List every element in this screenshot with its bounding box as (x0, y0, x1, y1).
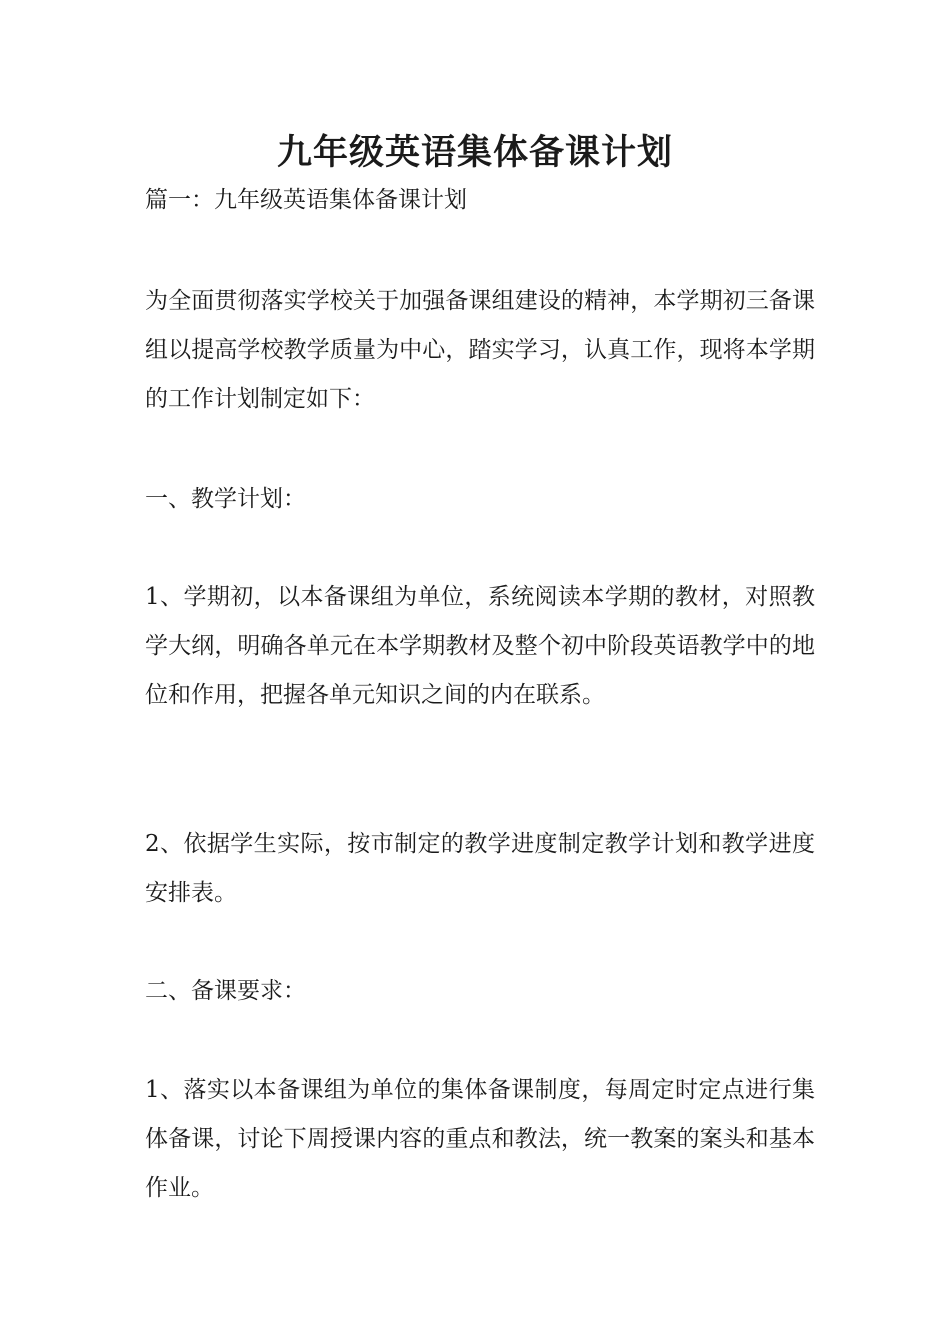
teaching-plan-item-1: 1、学期初，以本备课组为单位，系统阅读本学期的教材，对照教学大纲，明确各单元在本学期教材及整个初中阶段英语教学中的地位和作用，把握各单元知识之间的内在联系。 (145, 584, 815, 708)
document-subtitle: 篇一：九年级英语集体备课计划 (145, 187, 467, 213)
teaching-plan-item-2: 2、依据学生实际，按市制定的教学进度制定教学计划和教学进度安排表。 (145, 831, 815, 906)
document-title: 九年级英语集体备课计划 (276, 132, 673, 173)
section-heading-teaching-plan: 一、教学计划： (145, 486, 306, 512)
lesson-prep-item-1: 1、落实以本备课组为单位的集体备课制度，每周定时定点进行集体备课，讨论下周授课内容的重点和教法，统一教案的案头和基本作业。 (145, 1077, 815, 1201)
intro-paragraph: 为全面贯彻落实学校关于加强备课组建设的精神，本学期初三备课组以提高学校教学质量为中心，踏实学习，认真工作，现将本学期的工作计划制定如下： (145, 288, 815, 412)
section-heading-lesson-prep: 二、备课要求： (145, 978, 306, 1004)
